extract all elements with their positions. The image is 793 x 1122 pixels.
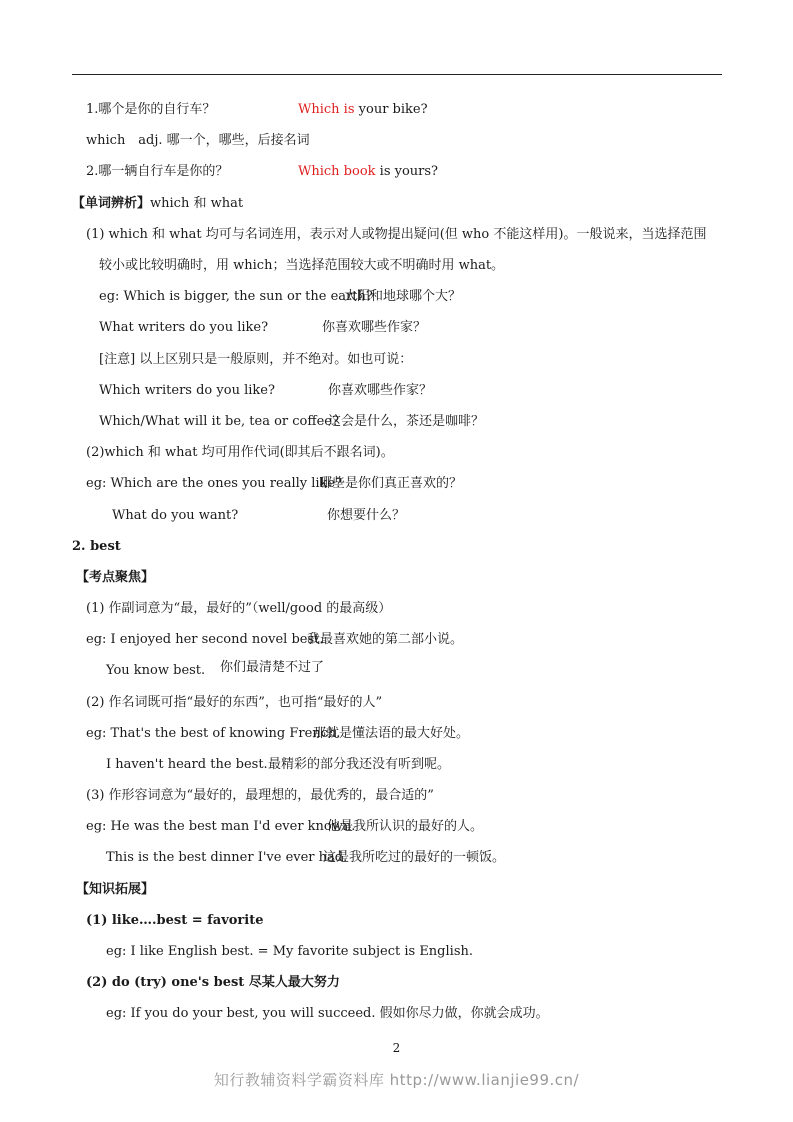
example-sentence: Which/What will it be, tea or coffee? — [99, 414, 339, 429]
example-line: 1.哪个是你的自行车？ — [86, 102, 216, 117]
footer-watermark: 知行教辅资料学霸资料库 http://www.lianjie99.cn/ — [213, 1071, 580, 1089]
example-translation: 他是我所认识的最好的人。 — [327, 819, 484, 834]
example-sentence: eg: He was the best man I'd ever known. — [86, 819, 356, 834]
highlight-text: Which is — [298, 102, 355, 117]
body-text: (1) which 和 what 均可与名词连用，表示对人或物提出疑问(但 who 不能这样用)。一般说来，当选择范围 — [86, 227, 707, 242]
example-line: 2.哪一辆自行车是你的？ — [86, 164, 229, 179]
example-sentence: I haven't heard the best. — [106, 757, 268, 772]
section-title: 2. best — [72, 539, 121, 554]
section-heading: 【单词辨析】which 和 what — [72, 196, 244, 211]
example-translation: 太阳和地球哪个大？ — [344, 289, 462, 304]
note-text: [注意] 以上区别只是一般原则，并不绝对。如也可说： — [99, 352, 413, 367]
example-translation: 你们最清楚不过了 — [220, 660, 325, 675]
body-text: (1) 作副词意为“最，最好的”（well/good 的最高级） — [86, 601, 392, 616]
example-translation: 我最喜欢她的第二部小说。 — [307, 632, 464, 647]
example-translation: 哪些是你们真正喜欢的？ — [319, 476, 463, 491]
example-sentence: eg: Which is bigger, the sun or the earth? — [99, 289, 373, 304]
example-translation: Which is your bike? — [298, 102, 428, 117]
example-sentence: This is the best dinner I've ever had. — [106, 850, 348, 865]
page-number: 2 — [392, 1041, 401, 1055]
example-translation: 你喜欢哪些作家？ — [322, 320, 427, 335]
body-text: 较小或比较明确时，用 which；当选择范围较大或不明确时用 what。 — [99, 258, 505, 273]
example-translation: 这会是什么，茶还是咖啡？ — [328, 414, 485, 429]
example-translation: 这是我所吃过的最好的一顿饭。 — [323, 850, 506, 865]
example-sentence: eg: I enjoyed her second novel best. — [86, 632, 324, 647]
section-heading: 【考点聚焦】 — [76, 570, 155, 585]
example-translation: 最精彩的部分我还没有听到呢。 — [268, 757, 451, 772]
highlight-text: Which book — [298, 164, 376, 179]
body-text: (2)which 和 what 均可用作代词(即其后不跟名词)。 — [86, 445, 394, 460]
example-translation: 那就是懂法语的最大好处。 — [313, 726, 470, 741]
body-text: (3) 作形容词意为“最好的，最理想的，最优秀的，最合适的” — [86, 788, 434, 803]
definition-line: which adj. 哪一个，哪些，后接名词 — [86, 133, 310, 148]
subsection-title: (2) do (try) one's best 尽某人最大努力 — [86, 975, 340, 990]
example-sentence: Which writers do you like? — [99, 383, 275, 398]
section-heading: 【知识拓展】 — [76, 882, 155, 897]
example-translation: 你想要什么？ — [327, 508, 406, 523]
example-sentence: You know best. — [106, 663, 206, 678]
example-sentence: eg: Which are the ones you really like? — [86, 476, 343, 491]
header-rule — [72, 74, 722, 75]
subsection-title: (1) like….best = favorite — [86, 913, 264, 928]
example-sentence: eg: I like English best. = My favorite subject is English. — [106, 944, 473, 959]
body-text: (2) 作名词既可指“最好的东西”，也可指“最好的人” — [86, 695, 383, 710]
example-sentence: What do you want? — [112, 508, 239, 523]
example-translation: Which book is yours? — [298, 164, 439, 179]
example-translation: 你喜欢哪些作家？ — [328, 383, 433, 398]
example-sentence: eg: That's the best of knowing French. — [86, 726, 341, 741]
example-sentence: What writers do you like? — [99, 320, 269, 335]
example-sentence: eg: If you do your best, you will succeed. 假如你尽力做，你就会成功。 — [106, 1006, 549, 1021]
